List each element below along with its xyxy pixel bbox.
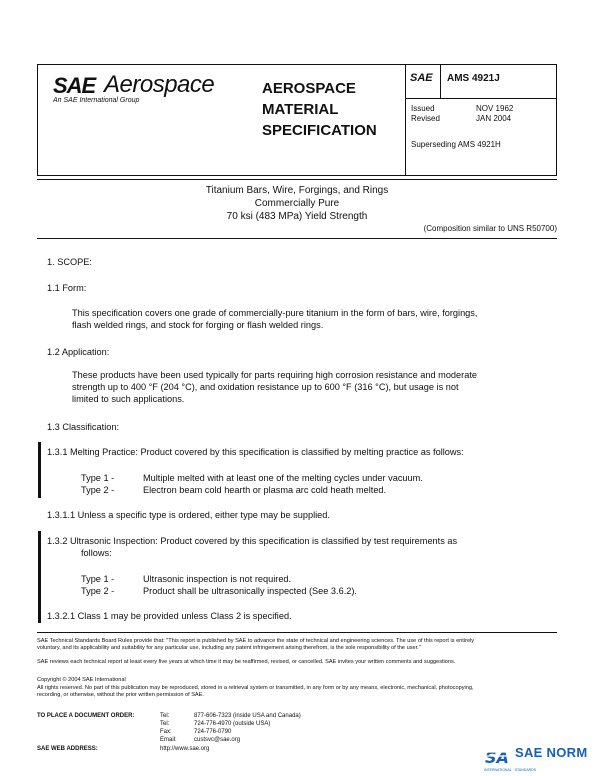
spec-title-line: AEROSPACE [262,80,356,97]
melt-type-1-text: Multiple melted with at least one of the melting cycles under vacuum. [143,473,423,483]
sae-logo-aerospace: Aerospace [104,71,215,98]
section-1-2-text: These products have been used typically for parts requiring high corrosion resistance and moderate strength up to 400 °F (204 °C), and oxidation resistance up to 600 °F (316 °C), but usage is not limited to such applications. [72,370,477,404]
ams-number: AMS 4921J [447,73,500,84]
footer-copyright: Copyright © 2004 SAE International [37,677,126,683]
order-label: TO PLACE A DOCUMENT ORDER: [37,713,135,719]
title-line-3: 70 ksi (483 MPa) Yield Strength [226,211,368,222]
spec-title-line: SPECIFICATION [262,122,377,139]
spec-title-line: MATERIAL [262,101,339,118]
email-value[interactable]: custsvc@sae.org [194,737,241,743]
revised-label: Revised [411,114,440,123]
ultrasonic-type-1-text: Ultrasonic inspection is not required. [143,574,292,584]
composition-note: (Composition similar to UNS R50700) [423,224,557,233]
footer-rules-text: SAE Technical Standards Board Rules provide that: "This report is published by SAE to advance the state of technical and engineering sciences. The use of this report is entirely voluntary, and its applicability and suitability for any particular use, including any patent infringement arising therefrom, is the sole responsibility of the user." [37,638,475,651]
section-1-3-heading: 1.3 Classification: [47,422,120,432]
email-label: Email: [160,737,177,743]
web-address-link[interactable]: http://www.sae.org [160,746,210,752]
ultrasonic-type-2-text: Product shall be ultrasonically inspected (See 3.6.2). [143,586,357,596]
sae-logo-mark: SAE [53,73,96,98]
superseding-note: Superseding AMS 4921H [411,140,501,149]
web-address-label: SAE WEB ADDRESS: [37,746,98,752]
title-line-1: Titanium Bars, Wire, Forgings, and Rings [205,185,389,196]
issued-date: NOV 1962 [476,104,514,113]
revised-date: JAN 2004 [476,114,512,123]
fax-label: Fax: [160,729,172,735]
section-1-1-text: This specification covers one grade of commercially-pure titanium in the form of bars, wire, forgings, flash welded rings, and stock for forging or flash welded rings. [72,308,478,330]
sae-mark-small: SAE [410,72,433,84]
svg-text:SA: SA [485,748,509,767]
footer-rule [37,632,557,633]
revision-change-bar [38,531,41,623]
sae-logo-subtitle: An SAE International Group [53,97,140,104]
tel-label: Tel: [160,713,170,719]
revision-change-bar [38,442,41,498]
scope-heading: 1. SCOPE: [47,257,92,267]
ultrasonic-type-2-label: Type 2 - [81,586,115,596]
sae-norm-logo-subtext: INTERNATIONAL · STANDARDS [484,768,537,772]
spec-title [262,78,377,141]
title-rule-bottom [37,238,557,239]
ultrasonic-type-1-label: Type 1 - [81,574,115,584]
section-1-3-2-1-text: 1.3.2.1 Class 1 may be provided unless Class 2 is specified. [47,611,292,621]
document-title [37,184,557,223]
footer-rights-text: All rights reserved. No part of this publication may be reproduced, stored in a retrieval system or transmitted, in any form or by any means, electronic, mechanical, photocopying, recording, or otherwise, without the prior written permission of SAE. [37,685,474,698]
title-line-2: Commercially Pure [254,198,340,209]
tel2-label: Tel: [160,721,170,727]
title-rule-top [37,179,557,180]
issued-label: Issued [411,104,435,113]
fax-value: 724-776-0790 [194,729,232,735]
melt-type-1-label: Type 1 - [81,473,115,483]
footer-review-text: SAE reviews each technical report at least every five years at which time it may be reaffirmed, revised, or cancelled. SAE invites your written comments and suggestions. [37,659,456,665]
tel-value: 877-606-7323 (inside USA and Canada) [194,713,301,719]
section-1-3-1-1-text: 1.3.1.1 Unless a specific type is ordered, either type may be supplied. [47,510,330,520]
header-divider-mid [440,64,441,98]
sae-norm-logo-icon [484,744,514,768]
header-divider-row [405,98,557,99]
section-1-2-heading: 1.2 Application: [47,347,110,357]
tel2-value: 724-776-4970 (outside USA) [194,721,271,727]
melt-type-2-label: Type 2 - [81,485,115,495]
section-1-3-2-text: 1.3.2 Ultrasonic Inspection: Product covered by this specification is classified by test requirements as follows: [47,536,458,558]
header-divider-left [405,64,406,176]
melt-type-2-text: Electron beam cold hearth or plasma arc cold heath melted. [143,485,387,495]
sae-norm-logo-text: SAE NORM [515,745,588,760]
section-1-3-1-text: 1.3.1 Melting Practice: Product covered by this specification is classified by melting practice as follows: [47,447,464,457]
section-1-1-heading: 1.1 Form: [47,283,87,293]
